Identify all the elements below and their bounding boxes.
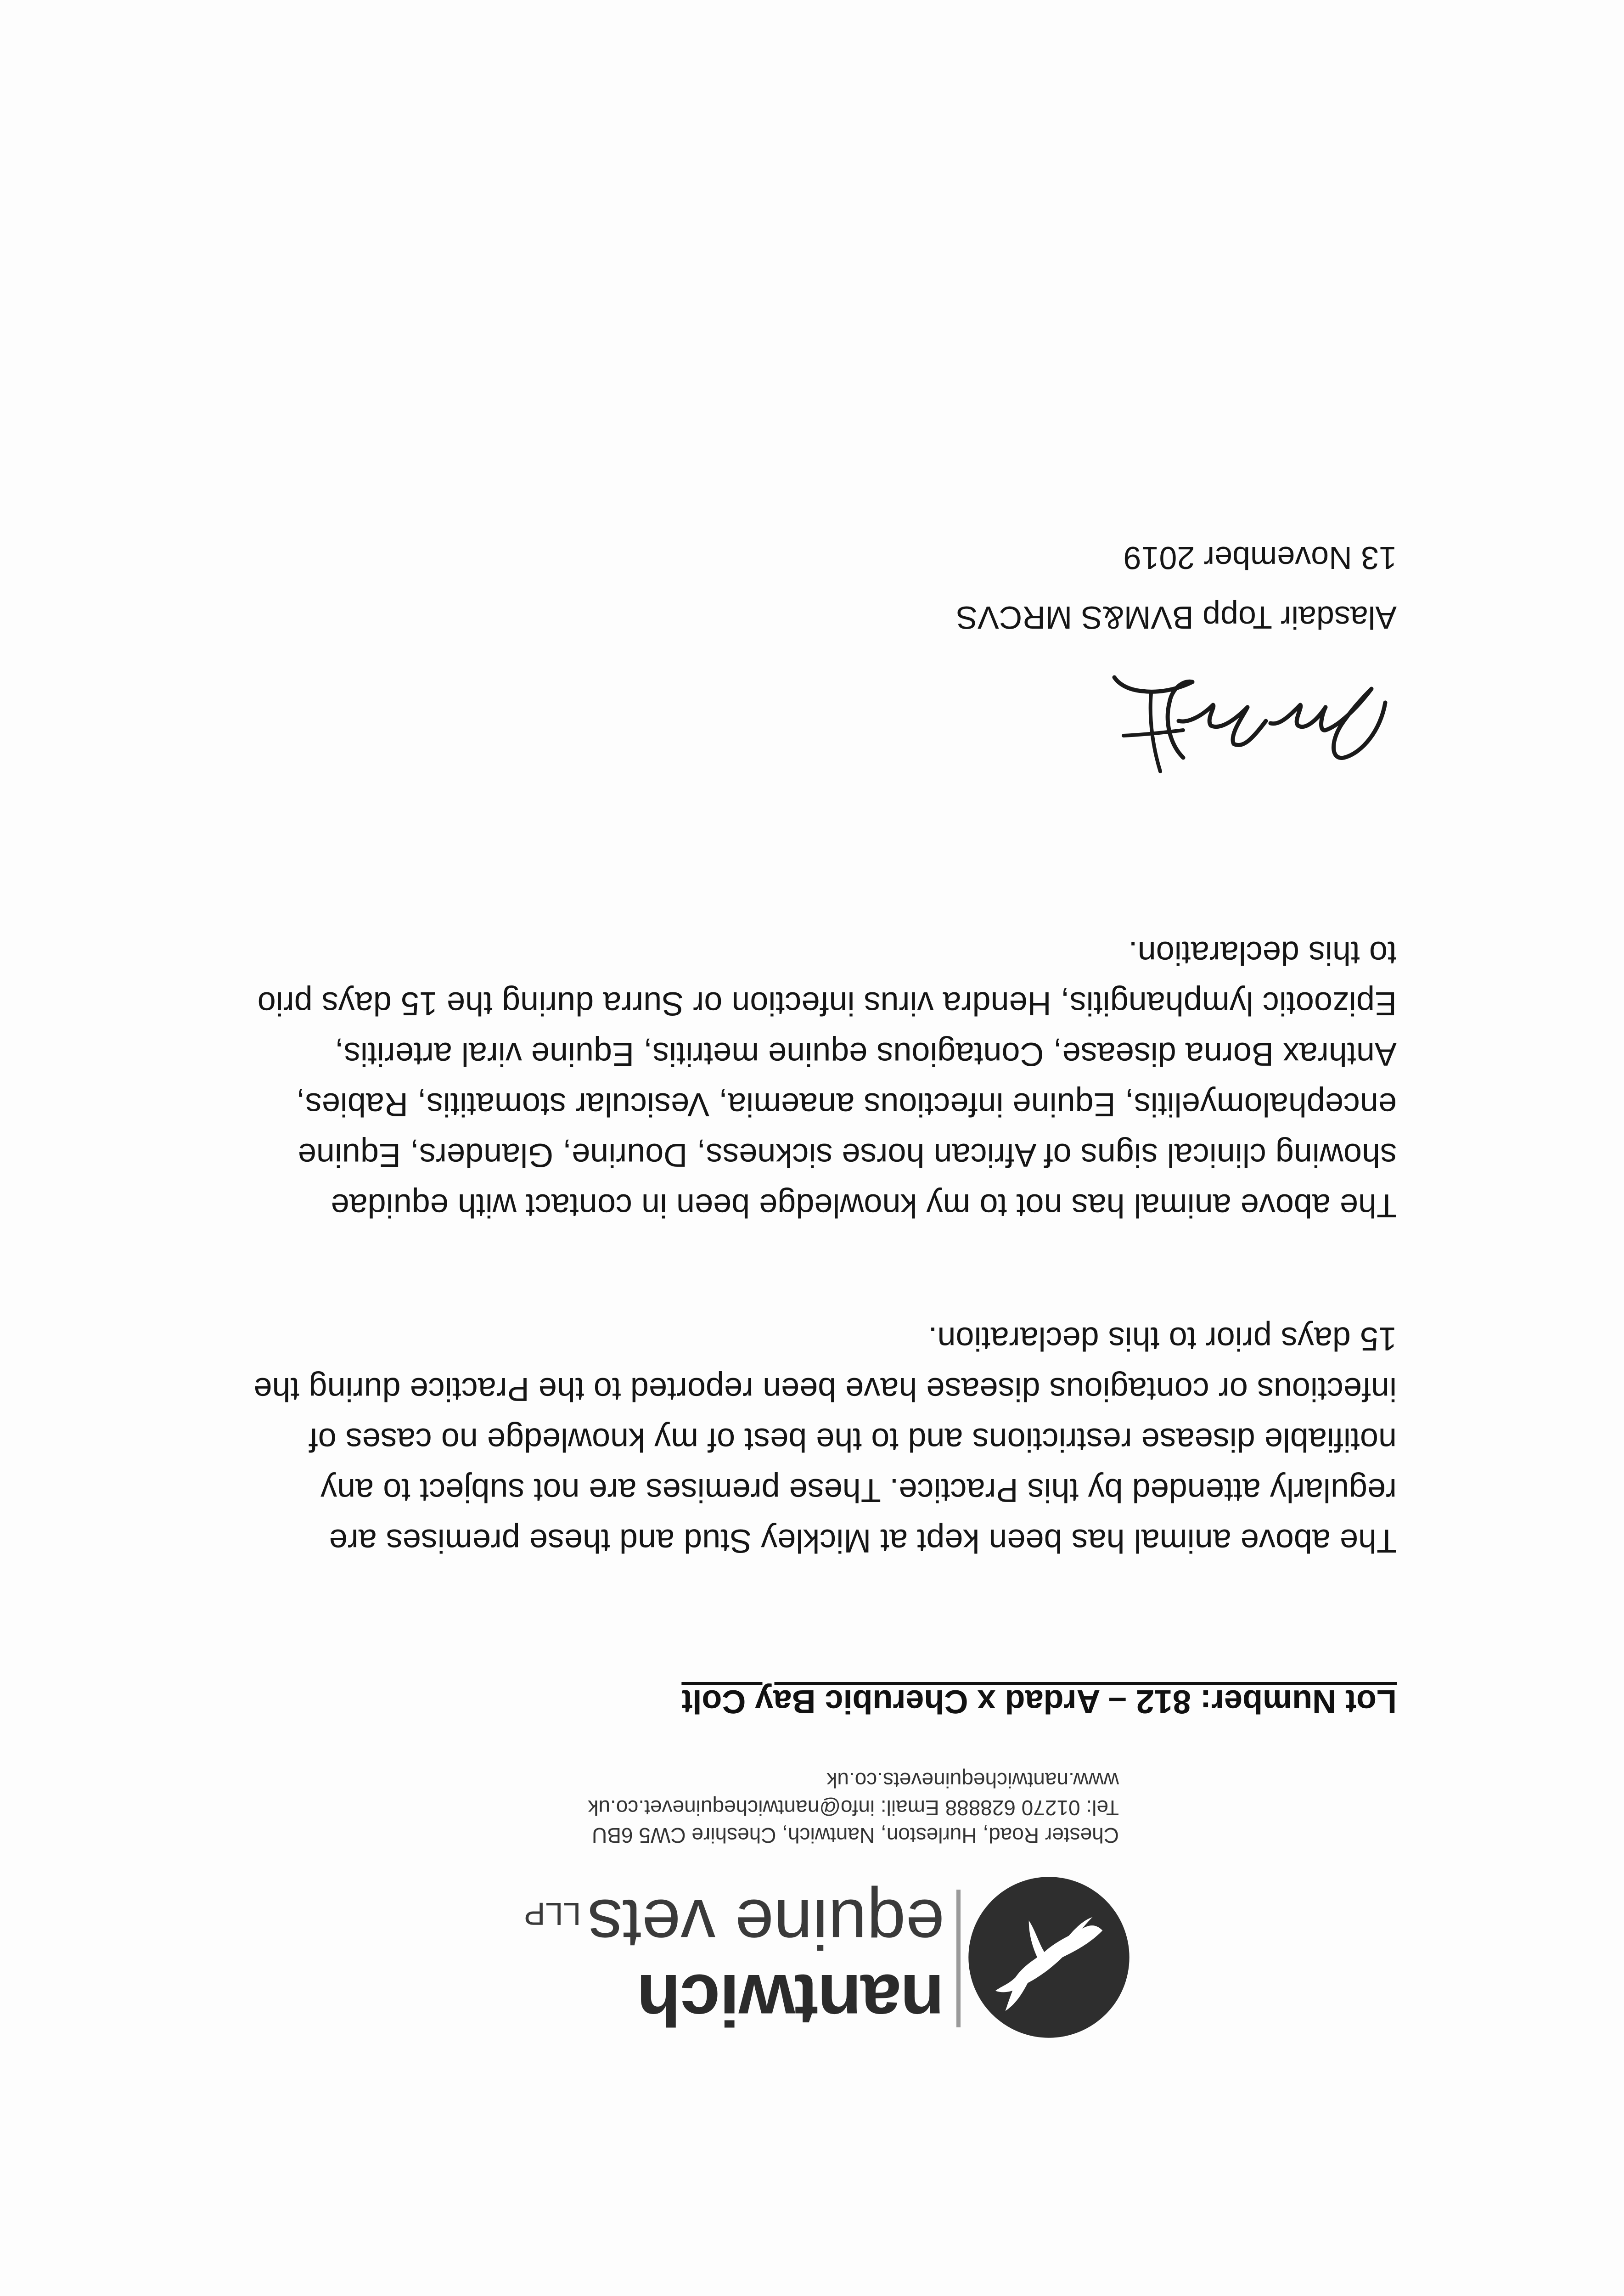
paragraph-line: showing clinical signs of African horse sickness, Dourine, Glanders, Equine bbox=[298, 1137, 1397, 1173]
paragraph-line: The above animal has been kept at Mickley Stud and these premises are bbox=[329, 1522, 1397, 1559]
brand-subtitle-text: equine vets bbox=[587, 1885, 944, 1963]
signatory-name: Alasdair Topp BVM&S MRCVS bbox=[956, 600, 1397, 636]
contact-website: www.nantwichequinevets.co.uk bbox=[826, 1768, 1119, 1792]
paragraph-line: The above animal has not to my knowledge been in contact with equidae bbox=[331, 1187, 1397, 1224]
declaration-paragraph-1 bbox=[185, 1313, 1397, 1566]
declaration-paragraph-2 bbox=[185, 928, 1397, 1231]
brand-subtitle bbox=[524, 1877, 944, 1961]
brand-divider bbox=[956, 1890, 961, 2027]
horse-jumping-circle-icon bbox=[965, 1874, 1133, 2041]
paragraph-line: encephalomyelitis, Equine infectious anaemia, Vesicular stomatitis, Rabies, bbox=[296, 1086, 1397, 1123]
brand-name: nantwich bbox=[637, 1959, 944, 2040]
paragraph-line: notifiable disease restrictions and to the best of my knowledge no cases of bbox=[309, 1421, 1397, 1458]
letter-date: 13 November 2019 bbox=[1123, 540, 1397, 576]
contact-phone-email: Tel: 01270 628888 Email: info@nantwichequinevet.co.uk bbox=[588, 1796, 1119, 1820]
paragraph-line: Anthrax Borna disease, Contagious equine metritis, Equine viral arteritis, bbox=[334, 1035, 1397, 1072]
paragraph-line: regularly attended by this Practice. These premises are not subject to any bbox=[320, 1472, 1397, 1508]
paragraph-line: Epizootic lymphangitis, Hendra virus infection or Surra during the 15 days prio bbox=[257, 985, 1397, 1022]
paragraph-line: 15 days prior to this declaration. bbox=[928, 1320, 1397, 1357]
brand-llp: LLP bbox=[523, 1896, 581, 1932]
paragraph-line: infectious or contagious disease have been reported to the Practice during the bbox=[253, 1371, 1397, 1407]
contact-address: Chester Road, Hurleston, Nantwich, Cheshire CW5 6BU bbox=[592, 1823, 1119, 1847]
lot-number-heading: Lot Number: 812 – Ardad x Cherubic Bay Colt bbox=[681, 1683, 1397, 1720]
paragraph-line: to this declaration. bbox=[1128, 934, 1397, 971]
handwritten-signature bbox=[1105, 652, 1399, 799]
